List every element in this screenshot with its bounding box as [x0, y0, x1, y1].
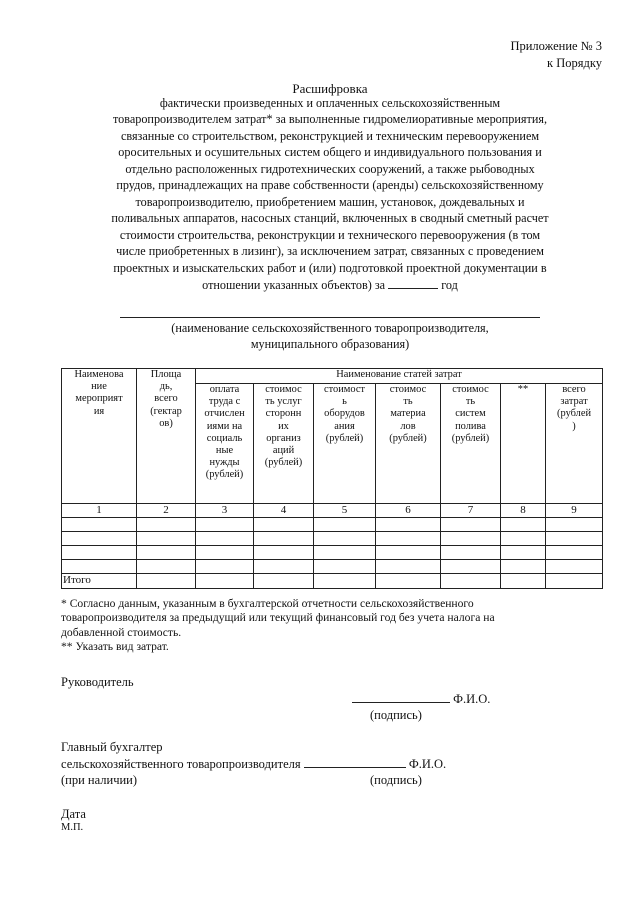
table-cell[interactable]	[254, 546, 314, 560]
stamp-label: М.П.	[61, 822, 84, 833]
total-label: Итого	[62, 574, 137, 589]
table-cell[interactable]	[546, 532, 603, 546]
table-cell[interactable]	[196, 560, 254, 574]
table-row	[62, 518, 603, 532]
table-cell[interactable]	[376, 532, 441, 546]
table-cell[interactable]	[254, 518, 314, 532]
head-signature-caption: (подпись)	[370, 708, 422, 722]
table-cell[interactable]	[137, 560, 196, 574]
description-line: фактически произведенных и оплаченных сельскохозяйственным	[159, 96, 501, 110]
year-blank-field[interactable]	[388, 276, 438, 289]
table-cell[interactable]	[441, 574, 501, 589]
column-number: 3	[196, 504, 254, 518]
table-cell[interactable]	[196, 574, 254, 589]
date-label: Дата	[61, 807, 86, 821]
table-cell[interactable]	[62, 532, 137, 546]
table-cell[interactable]	[376, 546, 441, 560]
appendix-reference: к Порядку	[547, 56, 602, 70]
year-label: год	[441, 277, 458, 292]
description-line: числе приобретенных в лизинг), за исключением затрат, связанных с проведением	[116, 244, 544, 259]
total-row	[62, 574, 603, 589]
header-irrigation-systems-cost: стоимос ть систем полива (рублей)	[441, 384, 501, 504]
table-cell[interactable]	[254, 532, 314, 546]
table-cell[interactable]	[376, 560, 441, 574]
description-line: связанные со строительством, реконструкцией и техническим перевооружением	[120, 128, 540, 143]
column-number: 6	[376, 504, 441, 518]
period-line	[60, 276, 600, 293]
footnote-line: товаропроизводителя за предыдущий или текущий финансовый год без учета налога на	[61, 611, 495, 625]
header-other-cost-type: **	[501, 384, 546, 504]
table-cell[interactable]	[314, 518, 376, 532]
table-cell[interactable]	[196, 532, 254, 546]
table-cell[interactable]	[254, 574, 314, 589]
table-cell[interactable]	[137, 532, 196, 546]
description-line: прудов, принадлежащих на праве собственности (аренды) сельскохозяйственному	[116, 178, 544, 193]
description-line: товаропроизводителем затрат* за выполненные гидромелиоративные мероприятия,	[112, 112, 548, 127]
table-cell[interactable]	[441, 560, 501, 574]
column-number: 8	[501, 504, 546, 518]
period-line-text: отношении указанных объектов) за	[202, 277, 386, 292]
table-cell[interactable]	[376, 574, 441, 589]
description-line: проектных и изыскательских работ и (или) подготовкой проектной документации в	[113, 260, 547, 275]
producer-name-field[interactable]	[120, 317, 540, 318]
table-row	[62, 546, 603, 560]
accountant-signature-field[interactable]	[304, 755, 406, 768]
description-line: отдельно расположенных гидротехнических сооружений, а также рыбоводных	[125, 161, 535, 176]
table-cell[interactable]	[137, 574, 196, 589]
table-cell[interactable]	[441, 518, 501, 532]
table-cell[interactable]	[314, 546, 376, 560]
table-cell[interactable]	[546, 546, 603, 560]
column-number: 1	[62, 504, 137, 518]
cost-breakdown-table	[61, 368, 603, 589]
description-line: поливальных аппаратов, насосных станций, включенных в сводный сметный расчет	[111, 211, 549, 226]
header-materials-cost: стоимос ть материа лов (рублей)	[376, 384, 441, 504]
footnote-line: ** Указать вид затрат.	[61, 639, 169, 653]
header-activity-name: Наименова ние мероприят ия	[62, 369, 137, 504]
table-cell[interactable]	[441, 546, 501, 560]
head-signature-field[interactable]	[352, 690, 450, 703]
table-cell[interactable]	[546, 574, 603, 589]
table-cell[interactable]	[254, 560, 314, 574]
document-description	[60, 95, 600, 293]
column-number: 5	[314, 504, 376, 518]
accountant-producer-label: сельскохозяйственного товаропроизводителя	[61, 757, 301, 771]
column-number: 2	[137, 504, 196, 518]
accountant-producer-line	[61, 755, 446, 772]
table-cell[interactable]	[137, 546, 196, 560]
accountant-signature-caption: (подпись)	[370, 773, 422, 787]
header-labor-cost: оплата труда с отчислен иями на социаль ные нужды (рублей)	[196, 384, 254, 504]
table-cell[interactable]	[501, 560, 546, 574]
description-line: стоимости строительства, реконструкции и технического перевооружения (в том	[119, 227, 541, 242]
table-cell[interactable]	[441, 532, 501, 546]
table-cell[interactable]	[501, 518, 546, 532]
footnote-line: * Согласно данным, указанным в бухгалтерской отчетности сельскохозяйственного	[61, 597, 474, 610]
column-number: 7	[441, 504, 501, 518]
footnotes	[61, 597, 581, 654]
table-cell[interactable]	[314, 574, 376, 589]
table-cell[interactable]	[62, 518, 137, 532]
table-cell[interactable]	[546, 518, 603, 532]
header-equipment-cost: стоимост ь оборудов ания (рублей)	[314, 384, 376, 504]
footnote-line: добавленной стоимость.	[61, 625, 182, 639]
table-cell[interactable]	[314, 560, 376, 574]
accountant-fio-label: Ф.И.О.	[408, 757, 447, 771]
table-cell[interactable]	[501, 532, 546, 546]
description-line: оросительных и осушительных систем общего и индивидуального пользования и	[118, 145, 542, 160]
table-cell[interactable]	[62, 546, 137, 560]
head-fio-label: Ф.И.О.	[453, 692, 491, 706]
column-number: 4	[254, 504, 314, 518]
header-total-cost: всего затрат (рублей )	[546, 384, 603, 504]
caption-line: муниципального образования)	[250, 337, 410, 351]
table-cell[interactable]	[196, 518, 254, 532]
accountant-optional-note: (при наличии)	[61, 773, 138, 787]
table-cell[interactable]	[501, 546, 546, 560]
document-title: Расшифровка	[292, 81, 368, 96]
header-third-party-services: стоимос ть услуг сторонн их организ аций (рублей)	[254, 384, 314, 504]
column-number: 9	[546, 504, 603, 518]
description-line: товаропроизводителю, приобретением машин, установок, дождевальных и	[135, 194, 525, 209]
producer-name-caption	[60, 320, 600, 352]
caption-line: (наименование сельскохозяйственного товаропроизводителя,	[171, 321, 489, 335]
table-cell[interactable]	[546, 560, 603, 574]
table-row	[62, 532, 603, 546]
appendix-header	[510, 38, 602, 72]
table-cell[interactable]	[314, 532, 376, 546]
table-cell[interactable]	[137, 518, 196, 532]
table-row	[62, 560, 603, 574]
table-cell[interactable]	[196, 546, 254, 560]
table-cell[interactable]	[501, 574, 546, 589]
table-cell[interactable]	[62, 560, 137, 574]
column-number-row	[62, 504, 603, 518]
accountant-title: Главный бухгалтер	[61, 740, 163, 754]
table-cell[interactable]	[376, 518, 441, 532]
header-area: Площа дь, всего (гектар ов)	[137, 369, 196, 504]
head-label: Руководитель	[61, 675, 134, 689]
head-signature-line	[352, 690, 490, 707]
appendix-number: Приложение № 3	[510, 39, 602, 53]
header-cost-items: Наименование статей затрат	[196, 369, 603, 384]
